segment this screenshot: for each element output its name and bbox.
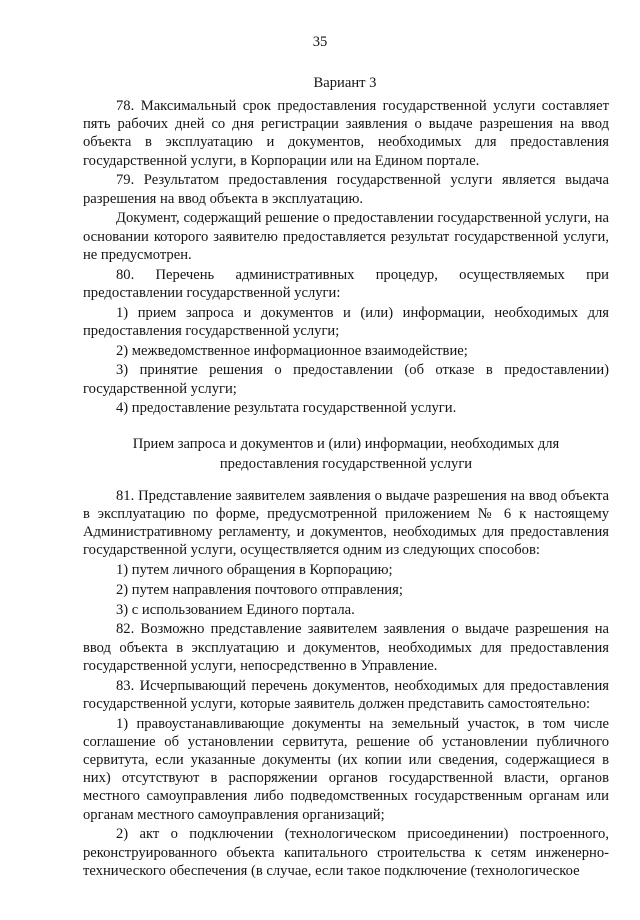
list-item-method-3: 3) с использованием Единого портала. [116, 601, 355, 618]
list-item-method-2: 2) путем направления почтового отправления; [116, 581, 403, 598]
paragraph-82: 82. Возможно представление заявителем заявления о выдаче разрешения на ввод объекта в эксплуатацию и документов, необходимых для предоставления государственной услуги, непосредственно в Управление. [83, 621, 609, 674]
paragraph-83: 83. Исчерпывающий перечень документов, необходимых для предоставления государственной услуги, которые заявитель должен представить самостоятельно: [83, 677, 609, 712]
paragraph-80: 80. Перечень административных процедур, осуществляемых при предоставлении государственной услуги: [83, 266, 609, 301]
list-item-procedure-2: 2) межведомственное информационное взаимодействие; [116, 342, 468, 359]
list-item-procedure-3: 3) принятие решения о предоставлении (об отказе в предоставлении) государственной услуги; [83, 362, 609, 397]
page-number: 35 [312, 34, 328, 50]
list-item-procedure-4: 4) предоставление результата государственной услуги. [116, 400, 457, 417]
list-item-document-1: 1) правоустанавливающие документы на земельный участок, в том числе соглашение об установлении сервитута, решение об установлении публичного сервитута, если указанные документы (их копии или сведения, содержащиеся в них) отсутствуют в распоряжении органов государственной власти, органов местного самоуправления либо подведомственных государственным органам или органам местного самоуправления организаций; [83, 715, 609, 823]
paragraph-78: 78. Максимальный срок предоставления государственной услуги составляет пять рабочих дней со дня регистрации заявления о выдаче разрешения на ввод объекта в эксплуатацию и документов, необходимых для предоставления государственной услуги, в Корпорации или на Едином портале. [83, 98, 609, 169]
section-heading: Прием запроса и документов и (или) информации, необходимых для предоставления государственной услуги [132, 435, 560, 472]
list-item-procedure-1: 1) прием запроса и документов и (или) информации, необходимых для предоставления государственной услуги; [83, 304, 609, 339]
paragraph-result-document: Документ, содержащий решение о предоставлении государственной услуги, на основании которого заявителю предоставляется результат государственной услуги, не предусмотрен. [83, 210, 609, 263]
list-item-document-2: 2) акт о подключении (технологическом присоединении) построенного, реконструированного объекта капитального строительства к сетям инженерно-технического обеспечения (в случае, если такое подключение (технологическое [83, 826, 609, 879]
variant-title: Вариант 3 [313, 75, 377, 91]
paragraph-79: 79. Результатом предоставления государственной услуги является выдача разрешения на ввод объекта в эксплуатацию. [83, 172, 609, 207]
paragraph-81: 81. Представление заявителем заявления о выдаче разрешения на ввод объекта в эксплуатацию по форме, предусмотренной приложением № 6 к настоящему Административному регламенту, и документов, необходимых для предоставления государственной услуги, осуществляется одним из следующих способов: [83, 487, 609, 559]
list-item-method-1: 1) путем личного обращения в Корпорацию; [116, 562, 393, 579]
document-body [83, 97, 609, 882]
